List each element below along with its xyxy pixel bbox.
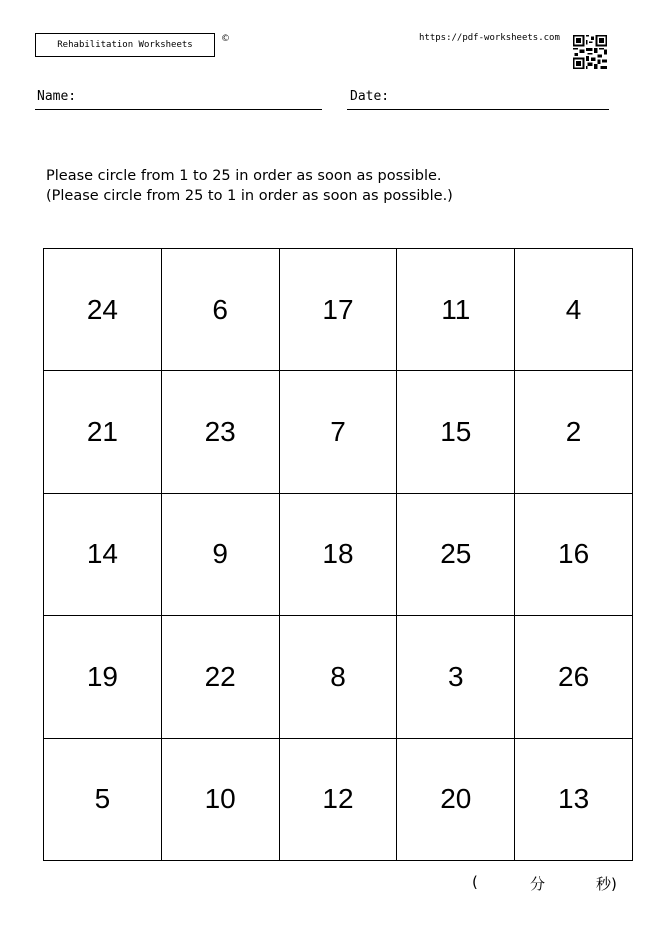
timer-seconds-label: 秒) bbox=[596, 875, 617, 893]
grid-row bbox=[44, 249, 633, 371]
brand-title: Rehabilitation Worksheets bbox=[57, 40, 193, 50]
instruction-line-reverse: (Please circle from 25 to 1 in order as soon as possible.) bbox=[46, 188, 453, 204]
date-label: Date: bbox=[350, 89, 390, 104]
timer-minutes-label: 分 bbox=[530, 875, 546, 893]
instructions bbox=[46, 166, 453, 206]
grid-cell[interactable]: 15 bbox=[397, 371, 515, 493]
copyright-mark: © bbox=[221, 34, 230, 44]
site-url: https://pdf-worksheets.com bbox=[419, 33, 560, 43]
grid-cell[interactable]: 21 bbox=[44, 371, 162, 493]
grid-cell[interactable]: 9 bbox=[161, 493, 279, 615]
grid-row bbox=[44, 616, 633, 738]
grid-cell[interactable]: 20 bbox=[397, 738, 515, 860]
grid-cell[interactable]: 18 bbox=[279, 493, 397, 615]
grid-cell[interactable]: 17 bbox=[279, 249, 397, 371]
grid-cell[interactable]: 14 bbox=[44, 493, 162, 615]
grid-cell[interactable]: 7 bbox=[279, 371, 397, 493]
grid-cell[interactable]: 26 bbox=[515, 616, 633, 738]
date-field[interactable] bbox=[347, 88, 609, 110]
grid-cell[interactable]: 23 bbox=[161, 371, 279, 493]
name-label: Name: bbox=[37, 89, 77, 104]
grid-cell[interactable]: 8 bbox=[279, 616, 397, 738]
grid-cell[interactable]: 22 bbox=[161, 616, 279, 738]
grid-cell[interactable]: 10 bbox=[161, 738, 279, 860]
grid-cell[interactable]: 6 bbox=[161, 249, 279, 371]
qr-code-icon bbox=[573, 35, 607, 69]
grid-row bbox=[44, 371, 633, 493]
grid-cell[interactable]: 3 bbox=[397, 616, 515, 738]
grid-cell[interactable]: 24 bbox=[44, 249, 162, 371]
grid-cell[interactable]: 19 bbox=[44, 616, 162, 738]
grid-cell[interactable]: 11 bbox=[397, 249, 515, 371]
grid-cell[interactable]: 5 bbox=[44, 738, 162, 860]
grid-cell[interactable]: 13 bbox=[515, 738, 633, 860]
grid-cell[interactable]: 2 bbox=[515, 371, 633, 493]
instruction-line: Please circle from 1 to 25 in order as soon as possible. bbox=[46, 168, 442, 184]
grid-cell[interactable]: 12 bbox=[279, 738, 397, 860]
number-grid bbox=[43, 248, 633, 861]
timer-open-paren: ( bbox=[472, 873, 478, 891]
brand-title-box bbox=[35, 33, 215, 57]
name-field[interactable] bbox=[35, 88, 322, 110]
grid-row bbox=[44, 738, 633, 860]
grid-cell[interactable]: 16 bbox=[515, 493, 633, 615]
grid-cell[interactable]: 4 bbox=[515, 249, 633, 371]
grid-cell[interactable]: 25 bbox=[397, 493, 515, 615]
grid-row bbox=[44, 493, 633, 615]
